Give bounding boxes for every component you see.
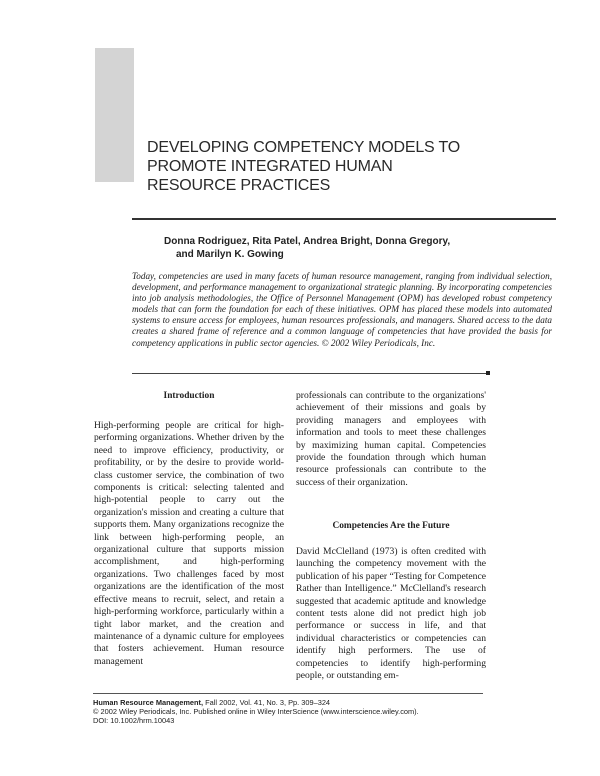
title-line-1: DEVELOPING COMPETENCY MODELS TO: [147, 139, 460, 156]
journal-citation: Fall 2002, Vol. 41, No. 3, Pp. 309–324: [203, 698, 331, 707]
decorative-gray-block: [95, 48, 134, 182]
article-title: [147, 138, 547, 195]
abstract: Today, competencies are used in many facets of human resource management, ranging from individual selection, development, and performance management to organizational strategic planning. By incorporating competencies into job analysis methodologies, the Office of Personnel Management (OPM) has developed robust competency models that can form the foundation for each of these initiatives. OPM has placed these models into automated systems to ensure access for employees, human resources professionals, and managers. Shared access to the data creates a shared frame of reference and a common language of competencies that have provided the basis for competency applications in public sector agencies. © 2002 Wiley Periodicals, Inc.: [132, 271, 552, 348]
footer-copyright: © 2002 Wiley Periodicals, Inc. Published online in Wiley InterScience (www.interscience.wiley.com).: [93, 707, 419, 717]
title-line-2: PROMOTE INTEGRATED HUMAN: [147, 158, 393, 175]
journal-name: Human Resource Management,: [93, 698, 204, 707]
page-footer: [93, 698, 513, 726]
title-line-3: RESOURCE PRACTICES: [147, 177, 331, 194]
abstract-divider: [132, 373, 486, 374]
authors-line-1: Donna Rodriguez, Rita Patel, Andrea Bright, Donna Gregory,: [164, 236, 451, 247]
body-column-right: David McClelland (1973) is often credited with launching the competency movement with the publication of his paper “Testing for Competence Rather than Intelligence.” McClelland's research suggested that academic aptitude and knowledge content tests alone did not predict high job performance or success in life, and that individual characteristics or competencies can identify high performers. The use of competencies to identify high-performing people, or outstanding em-: [296, 546, 486, 682]
section-heading-introduction: Introduction: [163, 391, 215, 401]
authors-line-2: and Marilyn K. Gowing: [176, 249, 284, 260]
footer-doi: DOI: 10.1002/hrm.10043: [93, 716, 175, 726]
section-heading-competencies: Competencies Are the Future: [332, 521, 450, 531]
footer-citation-line: [93, 698, 513, 707]
body-column-right-continuation: professionals can contribute to the organizations' achievement of their missions and goals by providing managers and employees with information and tools to meet these challenges by maximizing human capital. Competencies provide the foundation through which human resource professionals can contribute to the success of their organization.: [296, 390, 486, 488]
author-list: [164, 235, 544, 261]
divider-end-mark: [486, 371, 490, 375]
footer-divider: [93, 693, 483, 694]
body-column-left: High-performing people are critical for high-performing organizations. Whether driven by the need to improve efficiency, productivity, or profitability, or by the desire to provide world-class customer service, the combination of two components is critical: selecting talented and high-potential people to carry out the organization's mission and creating a culture that supports them. Many organizations recognize the link between high-performing people, an organizational culture that supports mission accomplishment, and high-performing organizations. Two challenges faced by most organizations are the identification of the most effective means to recruit, select, and retain a high-performing workforce, particularly within a tight labor market, and the creation and maintenance of a dynamic culture for employees that fosters achievement. Human resource management: [94, 420, 284, 667]
title-divider: [132, 218, 556, 220]
